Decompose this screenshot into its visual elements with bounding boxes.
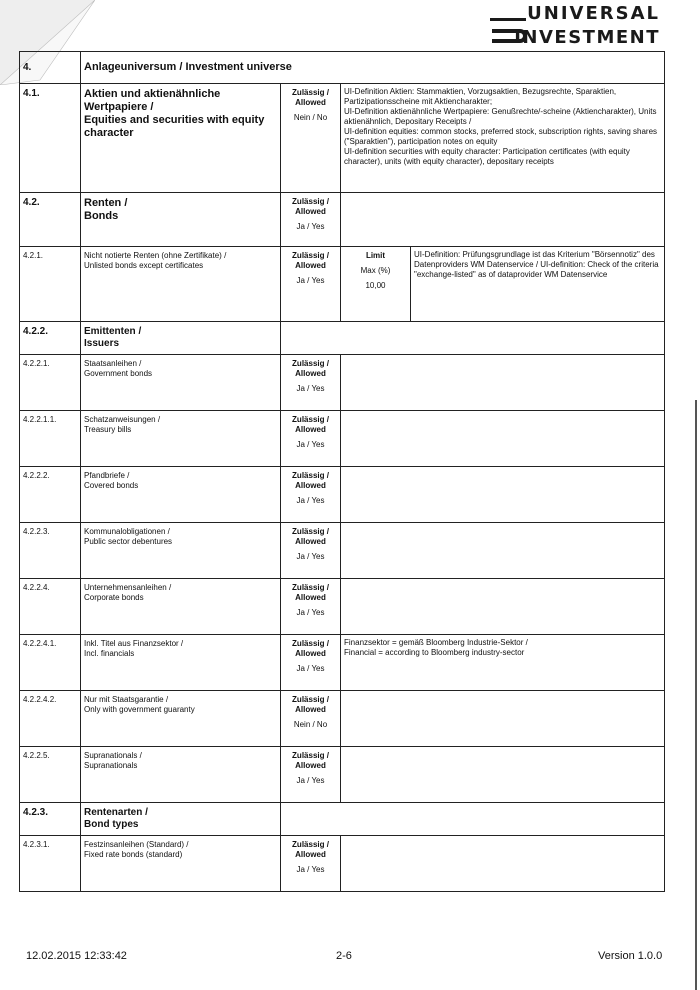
allowed-cell (281, 193, 341, 247)
row-title (81, 747, 281, 803)
row-title-de: Emittenten / (84, 326, 142, 337)
allowed-label-de: Zulässig / (292, 359, 329, 368)
row-title (81, 84, 281, 193)
allowed-label-en: Allowed (295, 705, 326, 714)
table-row-4-2-2-4-1 (20, 635, 665, 691)
row-title-en: Corporate bonds (84, 593, 144, 602)
allowed-label-en: Allowed (295, 649, 326, 658)
definition-cell (341, 579, 665, 635)
allowed-label-de: Zulässig / (292, 251, 329, 260)
section-header-row (20, 52, 665, 84)
allowed-value: Ja / Yes (296, 865, 325, 874)
row-title (81, 411, 281, 467)
row-title (81, 322, 281, 355)
allowed-label-en: Allowed (295, 850, 326, 859)
table-row-4-2-2-1-1 (20, 411, 665, 467)
definition-cell (341, 836, 665, 892)
row-title (81, 635, 281, 691)
allowed-cell (281, 247, 341, 322)
section-number: 4. (20, 52, 81, 84)
row-number: 4.1. (20, 84, 81, 193)
allowed-cell (281, 579, 341, 635)
row-number: 4.2.2.1.1. (20, 411, 81, 467)
row-number: 4.2.2.5. (20, 747, 81, 803)
limit-cell (341, 247, 411, 322)
definition-cell (341, 355, 665, 411)
investment-universe-table (19, 51, 665, 892)
allowed-label-de: Zulässig / (292, 197, 329, 206)
definition-line: UI-Definition aktienähnliche Wertpapiere: Genußrechte/-scheine (Aktiencharakter), Units aktienähnlich, Depositary Receipts / (344, 107, 657, 126)
allowed-cell (281, 691, 341, 747)
row-number: 4.2. (20, 193, 81, 247)
table-row-4-2-2-3 (20, 523, 665, 579)
allowed-label-en: Allowed (295, 425, 326, 434)
row-title-de: Schatzanweisungen / (84, 415, 161, 424)
footer-page-number: 2-6 (336, 950, 352, 962)
row-title-en: Only with government guaranty (84, 705, 195, 714)
allowed-value: Nein / No (293, 720, 328, 729)
universal-investment-logo (490, 3, 660, 48)
definition-cell (341, 635, 665, 691)
table-row-4-2-2-4 (20, 579, 665, 635)
row-title-de: Unternehmensanleihen / (84, 583, 172, 592)
row-title (81, 836, 281, 892)
allowed-cell (281, 635, 341, 691)
definition-cell (341, 411, 665, 467)
row-title (81, 193, 281, 247)
limit-value: 10,00 (365, 281, 386, 290)
allowed-cell (281, 411, 341, 467)
footer-version: Version 1.0.0 (598, 950, 663, 962)
row-title-de: Staatsanleihen / (84, 359, 142, 368)
table-row-4-2-2-5 (20, 747, 665, 803)
row-title-de: Nicht notierte Renten (ohne Zertifikate) / (84, 251, 227, 260)
allowed-label-de: Zulässig / (292, 583, 329, 592)
table-row-4-2-2-4-2 (20, 691, 665, 747)
row-title-de: Kommunalobligationen / (84, 527, 170, 536)
row-title (81, 355, 281, 411)
row-title-de: Festzinsanleihen (Standard) / (84, 840, 189, 849)
allowed-label-de: Zulässig / (292, 88, 329, 97)
row-title-en: Government bonds (84, 369, 153, 378)
logo-text-bottom: INVESTMENT (514, 27, 660, 48)
row-number: 4.2.2.2. (20, 467, 81, 523)
empty-cell (281, 322, 665, 355)
row-number: 4.2.2.3. (20, 523, 81, 579)
allowed-cell (281, 84, 341, 193)
allowed-cell (281, 467, 341, 523)
allowed-label-en: Allowed (295, 593, 326, 602)
row-title-de: Aktien und aktienähnliche Wertpapiere / (84, 88, 221, 113)
row-title-en: Treasury bills (84, 425, 132, 434)
definition-line: Financial = according to Bloomberg industry-sector (344, 648, 525, 657)
allowed-label-de: Zulässig / (292, 471, 329, 480)
row-title-en: Issuers (84, 338, 120, 349)
allowed-value: Ja / Yes (296, 664, 325, 673)
allowed-value: Nein / No (293, 113, 328, 122)
table-row-4-2 (20, 193, 665, 247)
limit-label: Limit (365, 251, 386, 260)
row-number: 4.2.2.4. (20, 579, 81, 635)
allowed-label-en: Allowed (295, 207, 326, 216)
empty-cell (281, 803, 665, 836)
table-row-4-2-1 (20, 247, 665, 322)
row-title-en: Incl. financials (84, 649, 135, 658)
row-title-en: Bonds (84, 210, 119, 222)
allowed-value: Ja / Yes (296, 608, 325, 617)
footer-datetime: 12.02.2015 12:33:42 (26, 950, 127, 962)
definition-cell (341, 467, 665, 523)
allowed-value: Ja / Yes (296, 776, 325, 785)
definition-line: Finanzsektor = gemäß Bloomberg Industrie-Sektor / (344, 638, 528, 647)
row-number: 4.2.3.1. (20, 836, 81, 892)
allowed-label-de: Zulässig / (292, 840, 329, 849)
table-row-4-2-3-1 (20, 836, 665, 892)
allowed-label-de: Zulässig / (292, 695, 329, 704)
row-title-de: Nur mit Staatsgarantie / (84, 695, 169, 704)
row-title-en: Unlisted bonds except certificates (84, 261, 204, 270)
table-row-4-2-2 (20, 322, 665, 355)
row-title-de: Pfandbriefe / (84, 471, 130, 480)
row-number: 4.2.2.1. (20, 355, 81, 411)
table-row-4-2-2-2 (20, 467, 665, 523)
allowed-cell (281, 355, 341, 411)
allowed-cell (281, 836, 341, 892)
row-number: 4.2.2.4.2. (20, 691, 81, 747)
allowed-label-en: Allowed (295, 481, 326, 490)
definition-cell (341, 84, 665, 193)
row-title (81, 579, 281, 635)
row-title (81, 247, 281, 322)
row-title-en: Bond types (84, 819, 139, 830)
table-row-4-2-2-1 (20, 355, 665, 411)
row-title-en: Fixed rate bonds (standard) (84, 850, 183, 859)
definition-cell (341, 747, 665, 803)
definition-line: UI-definition securities with equity character: Participation certificates (with equity character), units (with equity character), depositary receipts (344, 147, 630, 166)
allowed-label-de: Zulässig / (292, 415, 329, 424)
row-title-de: Rentenarten / (84, 807, 148, 818)
scan-edge-line (695, 400, 697, 990)
section-title: Anlageuniversum / Investment universe (81, 52, 665, 84)
row-title-en: Covered bonds (84, 481, 139, 490)
limit-unit: Max (%) (360, 266, 391, 275)
allowed-label-de: Zulässig / (292, 527, 329, 536)
allowed-cell (281, 747, 341, 803)
row-number: 4.2.2.4.1. (20, 635, 81, 691)
definition-cell: UI-Definition: Prüfungsgrundlage ist das Kriterium "Börsennotiz" des Datenproviders WM Datenservice / UI-definition: Check of the criteria "exchange-listed" as of dataprovider WM Datenservice (411, 247, 665, 322)
row-title (81, 803, 281, 836)
allowed-label-en: Allowed (295, 261, 326, 270)
allowed-value: Ja / Yes (296, 496, 325, 505)
row-title-en: Public sector debentures (84, 537, 173, 546)
allowed-label-de: Zulässig / (292, 751, 329, 760)
row-title-en: Supranationals (84, 761, 138, 770)
allowed-cell (281, 523, 341, 579)
row-number: 4.2.2. (20, 322, 81, 355)
row-title-de: Supranationals / (84, 751, 142, 760)
definition-cell (341, 523, 665, 579)
allowed-label-en: Allowed (295, 369, 326, 378)
definition-cell (341, 691, 665, 747)
allowed-label-en: Allowed (295, 761, 326, 770)
allowed-label-de: Zulässig / (292, 639, 329, 648)
table-row-4-2-3 (20, 803, 665, 836)
allowed-value: Ja / Yes (296, 276, 325, 285)
row-title (81, 523, 281, 579)
row-number: 4.2.1. (20, 247, 81, 322)
row-number: 4.2.3. (20, 803, 81, 836)
allowed-value: Ja / Yes (296, 552, 325, 561)
table-row-4-1 (20, 84, 665, 193)
allowed-label-en: Allowed (295, 98, 326, 107)
definition-line: UI-Definition Aktien: Stammaktien, Vorzugsaktien, Bezugsrechte, Sparaktien, Partizipationsscheine mit Aktiencharakter; (344, 87, 617, 106)
row-title (81, 691, 281, 747)
row-title-en: Equities and securities with equity character (84, 114, 265, 139)
definition-cell (341, 193, 665, 247)
row-title-de: Inkl. Titel aus Finanzsektor / (84, 639, 184, 648)
logo-text-top: UNIVERSAL (527, 3, 660, 24)
row-title-de: Renten / (84, 197, 128, 209)
allowed-value: Ja / Yes (296, 222, 325, 231)
definition-line: UI-definition equities: common stocks, preferred stock, subscription rights, saving shares ("Sparaktien"), participation notes on equity (344, 127, 658, 146)
allowed-label-en: Allowed (295, 537, 326, 546)
allowed-value: Ja / Yes (296, 440, 325, 449)
row-title (81, 467, 281, 523)
allowed-value: Ja / Yes (296, 384, 325, 393)
